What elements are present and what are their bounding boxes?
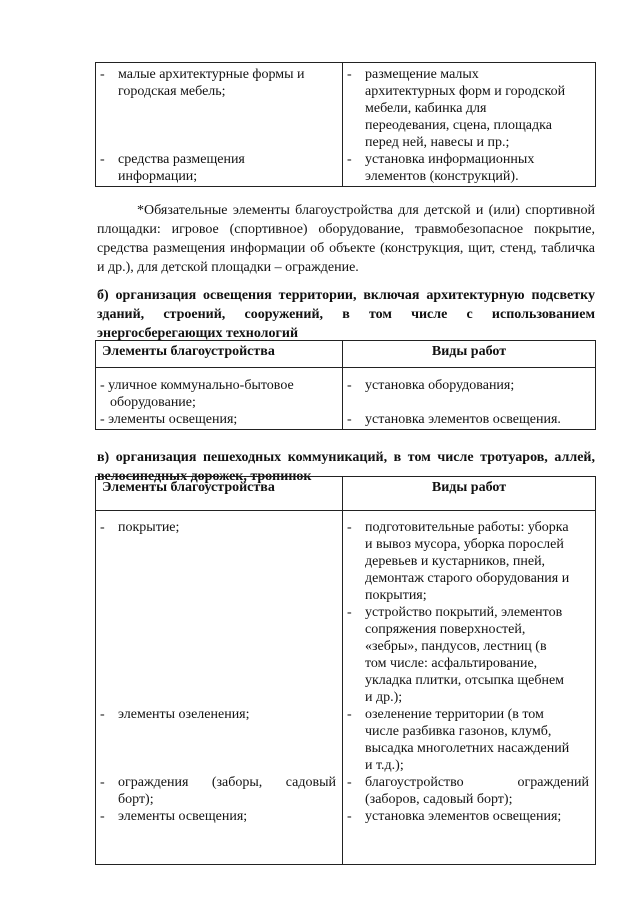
table-pedestrian <box>95 476 596 865</box>
column-header-elements: Элементы благоустройства <box>96 477 343 511</box>
list-item: - подготовительные работы: уборка и вывоз мусора, уборка порослей деревьев и кустарников, пней, демонтаж старого оборудования и покрытия; <box>347 520 570 603</box>
table-header-row <box>96 341 596 368</box>
table-row <box>96 63 596 187</box>
column-header-elements: Элементы благоустройства <box>96 341 343 368</box>
list-item: - установка оборудования; <box>347 378 515 393</box>
list-item: - средства размещения информации; <box>100 152 245 184</box>
list-item: - элементы освещения; <box>100 809 248 824</box>
list-item: - элементы освещения; <box>100 412 238 427</box>
table-cell <box>343 368 596 430</box>
table-continuation <box>95 62 596 187</box>
table-cell <box>96 511 343 865</box>
list-item: - малые архитектурные формы и городская мебель; <box>100 67 305 99</box>
list-item: - размещение малых архитектурных форм и городской мебели, кабинка для переодевания, сцена, площадка перед ней, навесы и пр.; <box>347 67 566 150</box>
section-c-title: в) организация пешеходных коммуникаций, в том числе тротуаров, аллей, велосипедных дорожек, тропинок <box>97 450 595 484</box>
table-lighting <box>95 340 596 430</box>
list-item: - озеленение территории (в том числе разбивка газонов, клумб, высадка многолетних насаждений и т.д.); <box>347 707 570 773</box>
table-cell <box>96 368 343 430</box>
list-item: - покрытие; <box>100 520 180 535</box>
table-cell <box>96 63 343 187</box>
table-cell <box>343 511 596 865</box>
list-item: - установка элементов освещения. <box>347 412 561 427</box>
table-cell <box>343 63 596 187</box>
table-row <box>96 511 596 865</box>
column-header-works: Виды работ <box>343 341 596 368</box>
list-item: - установка информационных элементов (конструкций). <box>347 152 535 184</box>
table-row <box>96 368 596 430</box>
list-item: - элементы озеленения; <box>100 707 250 722</box>
list-item: - устройство покрытий, элементов сопряжения поверхностей, «зебры», пандусов, лестниц (в том числе: асфальтирование, укладка плитки, отсыпка щебнем и др.); <box>347 605 565 705</box>
list-item: - ограждения (заборы, садовый борт); <box>100 775 336 807</box>
list-item: - благоустройство ограждений (заборов, садовый борт); <box>347 775 589 807</box>
column-header-works: Виды работ <box>343 477 596 511</box>
list-item: - уличное коммунально-бытовое оборудование; <box>100 378 294 410</box>
list-item: - установка элементов освещения; <box>347 809 562 824</box>
section-b-title: б) организация освещения территории, включая архитектурную подсветку зданий, строений, сооружений, в том числе с использованием энергосберегающих технологий <box>97 288 595 341</box>
note-paragraph: *Обязательные элементы благоустройства для детской и (или) спортивной площадки: игровое (спортивное) оборудование, травмобезопасное покрытие, средства размещения информации об объекте (конструкция, щит, стенд, табличка и др.), для детской площадки – ограждение. <box>97 203 595 275</box>
table-header-row <box>96 477 596 511</box>
